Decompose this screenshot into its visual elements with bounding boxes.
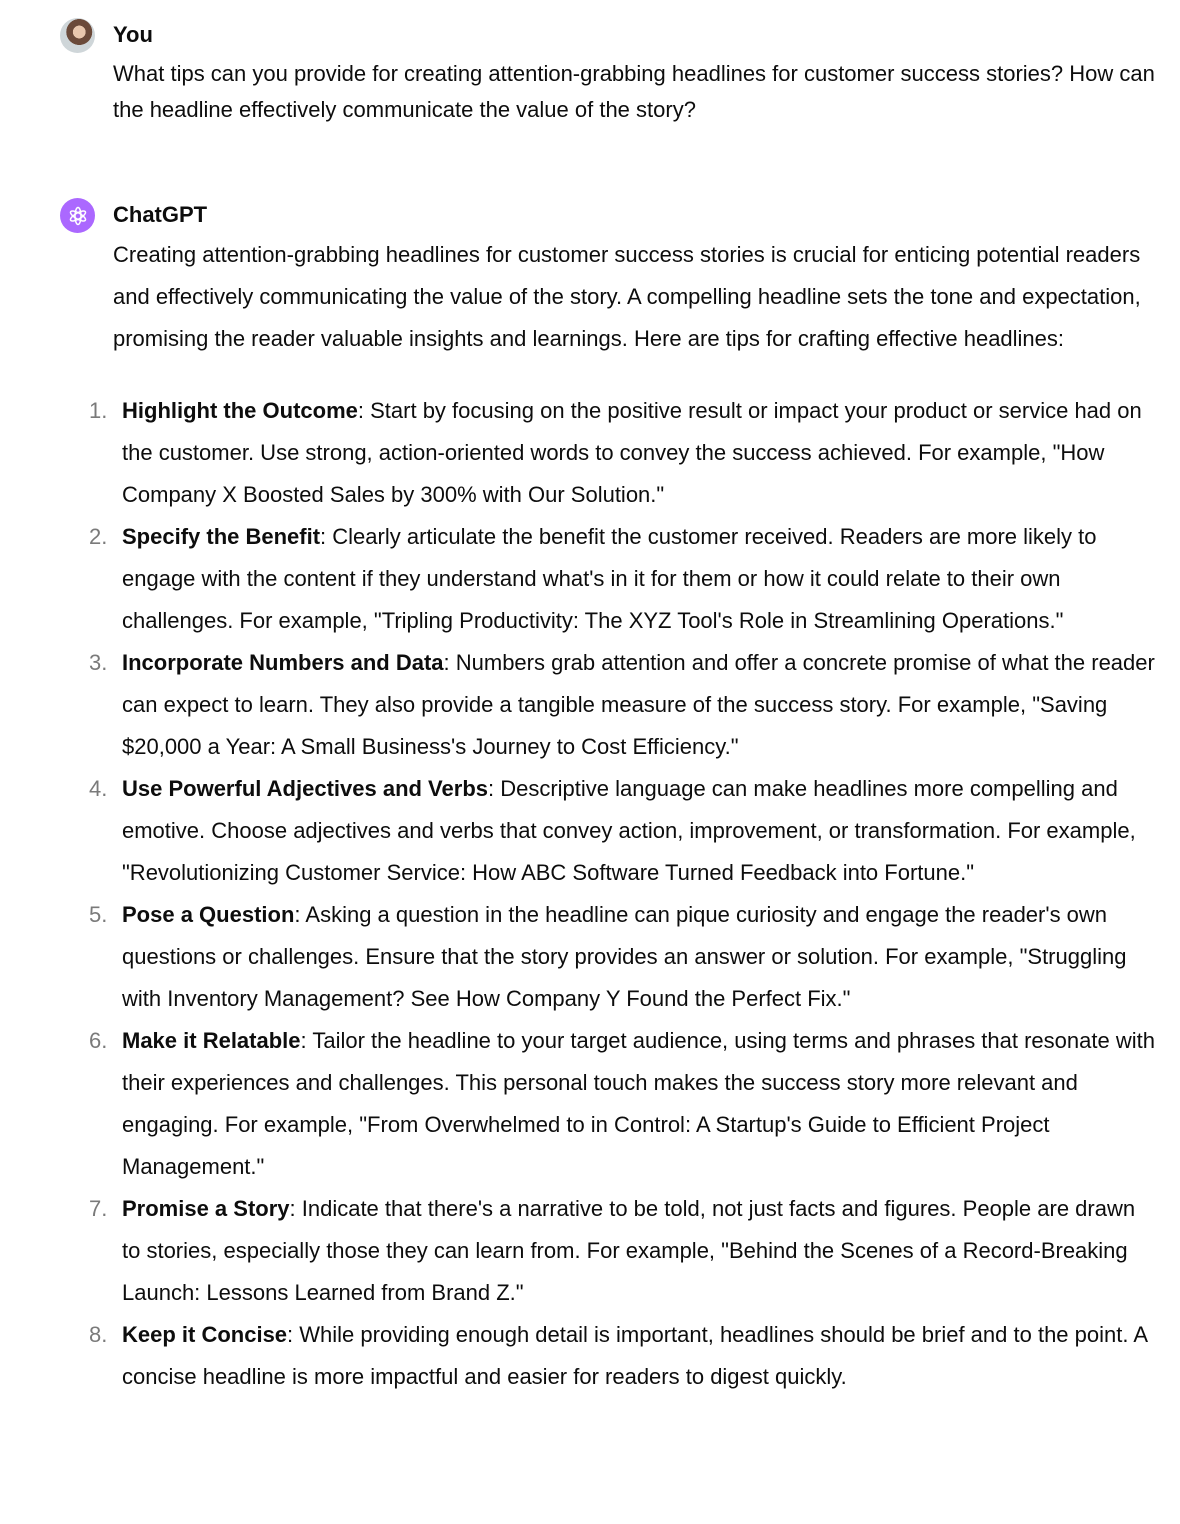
tip-title: Make it Relatable	[122, 1028, 301, 1053]
assistant-author-name: ChatGPT	[113, 202, 208, 227]
tip-title: Promise a Story	[122, 1196, 290, 1221]
tip-text: : Tailor the headline to your target audience, using terms and phrases that resonate with their experiences and challenges. This personal touch makes the success story more relevant and engaging. For example, "From Overwhelmed to in Control: A Startup's Guide to Efficient Project Management."	[122, 1028, 1155, 1179]
list-item	[89, 642, 1158, 768]
assistant-intro-paragraph: Creating attention-grabbing headlines for customer success stories is crucial for enticing potential readers and effectively communicating the value of the story. A compelling headline sets the tone and expectation, promising the reader valuable insights and learnings. Here are tips for crafting effective headlines:	[113, 242, 1141, 351]
list-item	[89, 1314, 1158, 1398]
list-number: 5.	[89, 902, 108, 927]
tip-title: Keep it Concise	[122, 1322, 288, 1347]
tip-text: : Indicate that there's a narrative to be told, not just facts and figures. People are drawn to stories, especially those they can learn from. For example, "Behind the Scenes of a Record-Breaking Launch: Lessons Learned from Brand Z."	[122, 1196, 1136, 1305]
list-item	[89, 1188, 1158, 1314]
openai-logo-icon	[66, 204, 90, 228]
list-number: 2.	[89, 524, 108, 549]
user-avatar	[60, 18, 95, 53]
tip-text: : Start by focusing on the positive result or impact your product or service had on the customer. Use strong, action-oriented words to convey the success achieved. For example, "How Company X Boosted Sales by 300% with Our Solution."	[122, 398, 1142, 507]
list-number: 4.	[89, 776, 108, 801]
assistant-avatar	[60, 198, 95, 233]
tip-title: Use Powerful Adjectives and Verbs	[122, 776, 488, 801]
list-item	[89, 1020, 1158, 1188]
tip-text: : Descriptive language can make headlines more compelling and emotive. Choose adjectives and verbs that convey action, improvement, or transformation. For example, "Revolutionizing Customer Service: How ABC Software Turned Feedback into Fortune."	[122, 776, 1136, 885]
list-item	[89, 894, 1158, 1020]
tip-title: Specify the Benefit	[122, 524, 321, 549]
list-number: 6.	[89, 1028, 108, 1053]
tip-text: : While providing enough detail is important, headlines should be brief and to the point. A concise headline is more impactful and easier for readers to digest quickly.	[122, 1322, 1147, 1389]
user-author-name: You	[113, 22, 153, 47]
list-number: 1.	[89, 398, 108, 423]
tip-title: Pose a Question	[122, 902, 295, 927]
list-number: 3.	[89, 650, 108, 675]
list-number: 7.	[89, 1196, 108, 1221]
tips-list	[89, 390, 1158, 1398]
tip-text: : Clearly articulate the benefit the customer received. Readers are more likely to engage with the content if they understand what's in it for them or how it could relate to their own challenges. For example, "Tripling Productivity: The XYZ Tool's Role in Streamlining Operations."	[122, 524, 1097, 633]
tip-text: : Asking a question in the headline can pique curiosity and engage the reader's own questions or challenges. Ensure that the story provides an answer or solution. For example, "Struggling with Inventory Management? See How Company Y Found the Perfect Fix."	[122, 902, 1127, 1011]
tip-title: Incorporate Numbers and Data	[122, 650, 444, 675]
list-item	[89, 768, 1158, 894]
list-number: 8.	[89, 1322, 108, 1347]
list-item	[89, 390, 1158, 516]
list-item	[89, 516, 1158, 642]
tip-title: Highlight the Outcome	[122, 398, 358, 423]
tip-text: : Numbers grab attention and offer a concrete promise of what the reader can expect to learn. They also provide a tangible measure of the success story. For example, "Saving $20,000 a Year: A Small Business's Journey to Cost Efficiency."	[122, 650, 1155, 759]
assistant-message-body	[89, 234, 1158, 1398]
user-message-text: What tips can you provide for creating attention-grabbing headlines for customer success stories? How can the headline effectively communicate the value of the story?	[113, 61, 1155, 122]
